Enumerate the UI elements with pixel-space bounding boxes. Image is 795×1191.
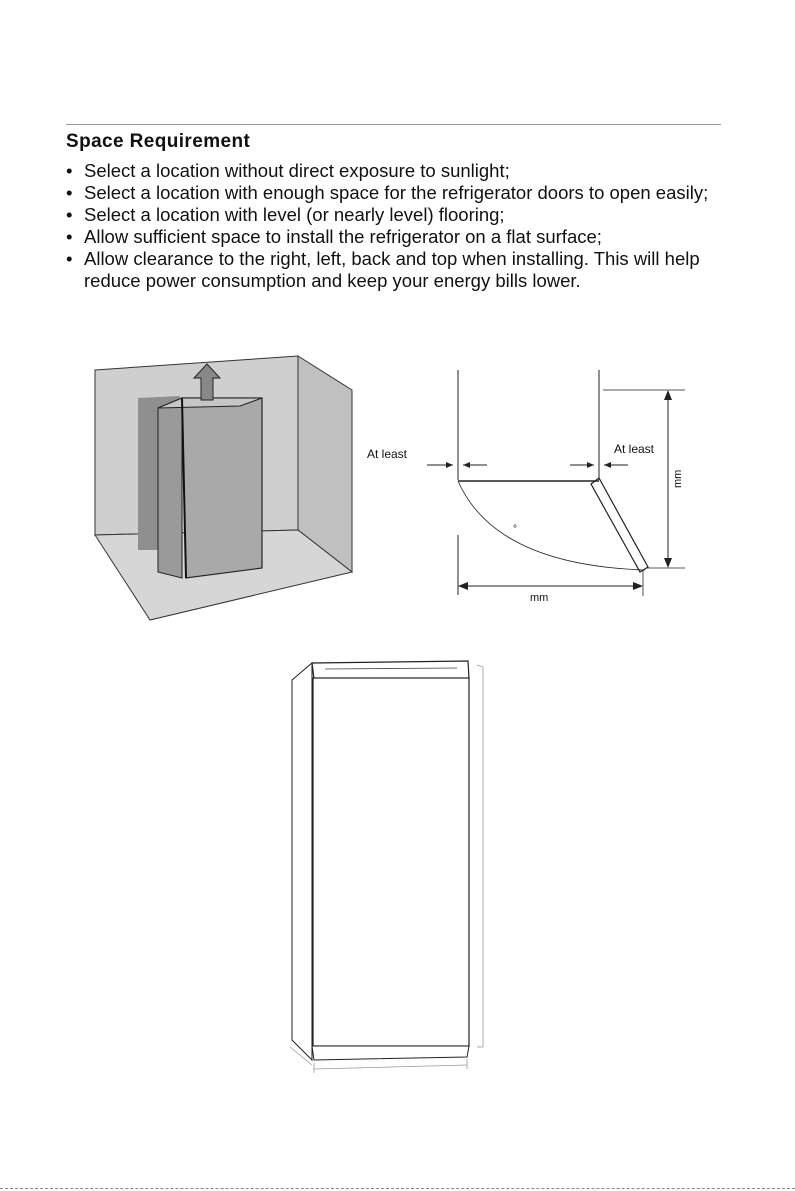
bullet-icon: • bbox=[66, 182, 73, 203]
clearance-diagram bbox=[355, 360, 695, 610]
list-item bbox=[66, 182, 736, 204]
fridge-side-panel bbox=[292, 663, 312, 1060]
fridge-top-cap bbox=[312, 661, 469, 679]
list-item bbox=[66, 226, 736, 248]
bullet-icon: • bbox=[66, 160, 73, 181]
list-item bbox=[66, 204, 736, 226]
list-item-text: Select a location without direct exposure to sunlight; bbox=[84, 160, 510, 181]
fridge-front bbox=[182, 398, 262, 578]
list-item bbox=[66, 160, 736, 182]
right-clearance-label: At least bbox=[614, 442, 655, 456]
list-item-text: Select a location with level (or nearly level) flooring; bbox=[84, 204, 505, 225]
list-item-text: Allow sufficient space to install the refrigerator on a flat surface; bbox=[84, 226, 602, 247]
width-unit-label: mm bbox=[530, 592, 549, 604]
depth-unit-label: mm bbox=[672, 469, 684, 488]
page-bottom-edge bbox=[0, 1188, 795, 1189]
list-item-text: Allow clearance to the right, left, back and top when installing. This will help reduce power consumption and keep your energy bills lower. bbox=[84, 248, 700, 291]
left-clearance-label: At least bbox=[367, 447, 408, 461]
refrigerator-front-drawing bbox=[285, 655, 495, 1075]
bullet-icon: • bbox=[66, 248, 73, 269]
room-placement-illustration bbox=[90, 350, 360, 625]
list-item bbox=[66, 248, 736, 292]
requirements-list bbox=[66, 160, 736, 292]
fridge-base bbox=[312, 1046, 469, 1060]
header-rule bbox=[66, 124, 721, 125]
bullet-icon: • bbox=[66, 226, 73, 247]
angle-mark: ° bbox=[513, 524, 517, 535]
section-heading: Space Requirement bbox=[66, 131, 251, 152]
width-guide-line bbox=[314, 1065, 467, 1069]
fridge-door bbox=[313, 678, 469, 1046]
open-door bbox=[591, 478, 648, 572]
list-item-text: Select a location with enough space for the refrigerator doors to open easily; bbox=[84, 182, 709, 203]
door-swing-arc bbox=[458, 481, 645, 570]
fridge-side bbox=[158, 398, 182, 578]
bullet-icon: • bbox=[66, 204, 73, 225]
